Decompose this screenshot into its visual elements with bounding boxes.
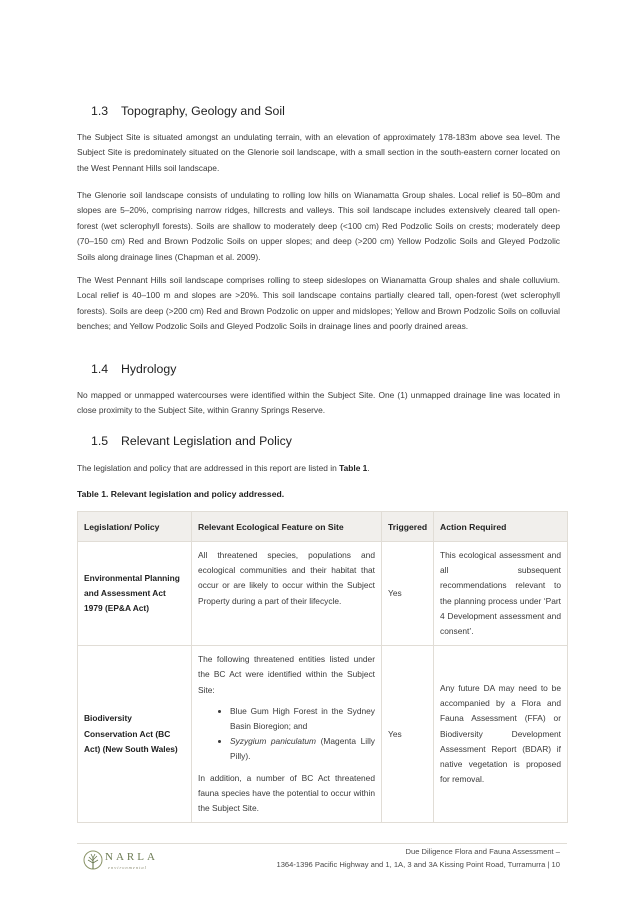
cell-feature <box>192 646 382 823</box>
intro-end: . <box>367 463 370 473</box>
table-row <box>78 646 568 823</box>
footer-divider <box>77 843 567 844</box>
footer-title: Due Diligence Flora and Fauna Assessment – <box>405 847 560 856</box>
cell-triggered: Yes <box>382 542 434 646</box>
header-feature: Relevant Ecological Feature on Site <box>192 512 382 542</box>
table-header-row <box>78 512 568 542</box>
footer-address-page: 1364-1396 Pacific Highway and 1, 1A, 3 and 3A Kissing Point Road, Turramurra | 10 <box>276 860 560 869</box>
paragraph-hydrology: No mapped or unmapped watercourses were identified within the Subject Site. One (1) unmapped drainage line was located in close proximity to the Subject Site, within Granny Springs Reserve. <box>77 390 560 416</box>
paragraph-topography-2: The Glenorie soil landscape consists of undulating to rolling low hills on Wianamatta Group shales. Local relief is 50–80m and slopes are 5–20%, comprising narrow ridges, hillcrests and valleys. This soil landscape includes extensively cleared tall open-forest (wet sclerophyll forests). Soils are shallow to moderately deep (<100 cm) Red Podzolic Soils on crests; moderately deep (70–150 cm) Red and Brown Podzolic Soils on upper slopes; and deep (>200 cm) Yellow Podzolic Soils and Gleyed Podzolic Soils along drainage lines (Chapman et al. 2009). <box>77 190 560 262</box>
cell-feature: All threatened species, populations and ecological communities and their habitat that occur or are likely to occur within the Subject Property during a part of their lifecycle. <box>192 542 382 646</box>
section-title: Relevant Legislation and Policy <box>121 434 292 448</box>
list-item <box>230 734 375 764</box>
feature-outro: In addition, a number of BC Act threatened fauna species have the potential to occur within the Subject Site. <box>198 772 375 814</box>
section-number: 1.5 <box>91 434 109 448</box>
table-reference: Table 1 <box>339 463 368 473</box>
narla-logo <box>83 848 178 874</box>
logo-text: NARLA <box>105 851 158 863</box>
intro-text: The legislation and policy that are addressed in this report are listed in <box>77 463 340 473</box>
table-row <box>78 542 568 646</box>
feature-intro: The following threatened entities listed under the BC Act were identified within the Subject Site: <box>198 654 375 695</box>
section-number: 1.4 <box>91 362 109 376</box>
header-triggered: Triggered <box>382 512 434 542</box>
paragraph-topography-1: The Subject Site is situated amongst an undulating terrain, with an elevation of approximately 178-183m above sea level. The Subject Site is predominately situated on the Glenorie soil landscape, with a small section in the south-eastern corner located on the West Pennant Hills soil landscape. <box>77 132 560 173</box>
species-name: Syzygium paniculatum <box>230 736 317 747</box>
section-title: Hydrology <box>121 362 177 376</box>
cell-legislation: Environmental Planning and Assessment Act 1979 (EP&A Act) <box>78 542 192 646</box>
paragraph-topography-3: The West Pennant Hills soil landscape comprises rolling to steep sideslopes on Wianamatta Group shales and shale colluvium. Local relief is 40–100 m and slopes are >20%. This soil landscape contains partially cleared tall, open-forest (wet sclerophyll forests). Soils are deep (>200 cm) Red and Brown Podzolic on upper and midslopes; Yellow and Brown Podzolic Soils on colluvial benches; and Yellow Podzolic Soils and Gleyed Podzolic Soils in drainage lines and poorly drained areas. <box>77 275 560 332</box>
section-heading-topography <box>91 104 285 118</box>
species-common-name: (Magenta Lilly Pilly). <box>230 736 375 762</box>
table-caption: Table 1. Relevant legislation and policy addressed. <box>77 489 285 499</box>
section-heading-hydrology <box>91 362 176 376</box>
cell-action: Any future DA may need to be accompanied by a Flora and Fauna Assessment (FFA) or Biodiversity Development Assessment Report (BDAR) if native vegetation is proposed for removal. <box>434 646 568 823</box>
header-legislation: Legislation/ Policy <box>78 512 192 542</box>
section-number: 1.3 <box>91 104 109 118</box>
section-heading-legislation <box>91 434 292 448</box>
cell-legislation: Biodiversity Conservation Act (BC Act) (New South Wales) <box>78 646 192 823</box>
cell-triggered: Yes <box>382 646 434 823</box>
tree-icon <box>83 849 103 873</box>
section-title: Topography, Geology and Soil <box>121 104 285 118</box>
header-action: Action Required <box>434 512 568 542</box>
legislation-table <box>77 511 568 823</box>
logo-subtext: environmental <box>108 865 147 870</box>
feature-list <box>198 704 375 765</box>
cell-action: This ecological assessment and all subsequent recommendations relevant to the planning process under ‘Part 4 Development assessment and consent’. <box>434 542 568 646</box>
list-item: • Blue Gum High Forest in the Sydney Basin Bioregion; and <box>230 704 375 734</box>
paragraph-legislation-intro <box>77 461 560 476</box>
